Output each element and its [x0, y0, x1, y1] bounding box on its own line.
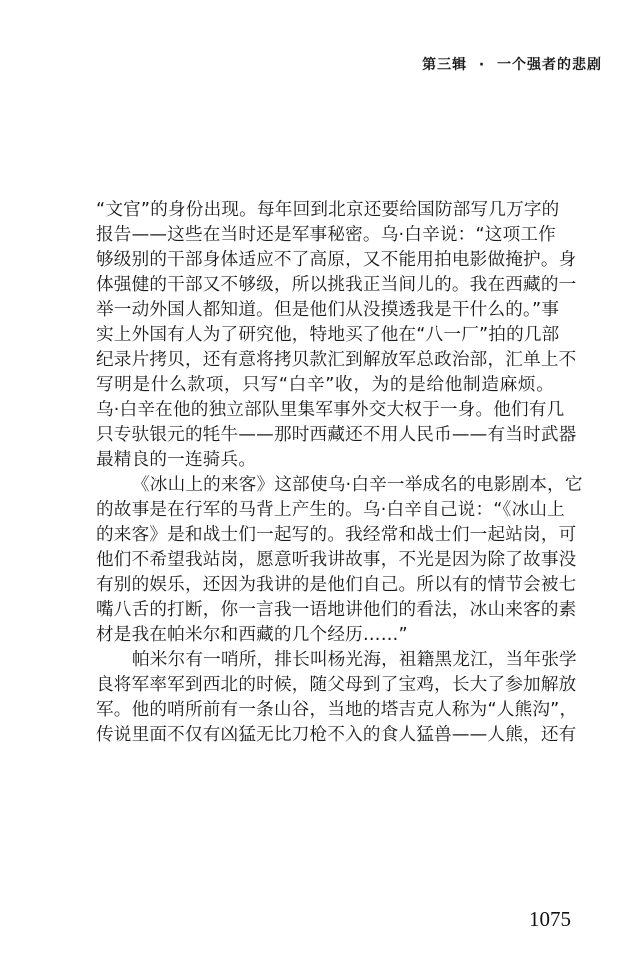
- paragraph-end-line: 材是我在帕米尔和西藏的几个经历……”: [96, 625, 408, 645]
- text-line: 乌·白辛在他的独立部队里集军事外交大权于一身。他们有几: [96, 400, 565, 420]
- text-line: 体强健的干部又不够级，所以挑我正当间儿的。我在西藏的一: [96, 275, 577, 295]
- text-line: 的故事是在行军的马背上产生的。乌·白辛自己说：“《冰山上: [96, 500, 565, 520]
- body-text: [96, 198, 583, 748]
- text-line: 实上外国有人为了研究他，特地买了他在“八一厂”拍的几部: [96, 325, 560, 345]
- text-line: 够级别的干部身体适应不了高原，又不能用拍电影做掩护。身: [96, 250, 577, 270]
- text-line: 军。他的哨所前有一条山谷，当地的塔吉克人称为“人熊沟”，: [96, 700, 578, 720]
- page-number: 1075: [529, 907, 571, 931]
- paragraph-start-line: 《冰山上的来客》这部使乌·白辛一举成名的电影剧本，它: [132, 475, 583, 495]
- text-line: 嘴八舌的打断，你一言我一语地讲他们的看法，冰山来客的素: [96, 600, 577, 620]
- text-line: 只专驮银元的牦牛——那时西藏还不用人民币——有当时武器: [96, 425, 577, 445]
- text-line: 报告——这些在当时还是军事秘密。乌·白辛说：“这项工作: [96, 225, 556, 245]
- running-header: 第三辑 · 一个强者的悲剧: [422, 57, 602, 73]
- text-line: 有别的娱乐，还因为我讲的是他们自己。所以有的情节会被七: [96, 575, 577, 595]
- text-line: 他们不希望我站岗，愿意听我讲故事，不光是因为除了故事没: [96, 550, 577, 570]
- text-line: 传说里面不仅有凶猛无比刀枪不入的食人猛兽——人熊，还有: [96, 725, 577, 745]
- text-line: 纪录片拷贝，还有意将拷贝款汇到解放军总政治部，汇单上不: [96, 350, 577, 370]
- text-line: 良将军率军到西北的时候，随父母到了宝鸡，长大了参加解放: [96, 675, 577, 695]
- text-line: 写明是什么款项，只写“白辛”收，为的是给他制造麻烦。: [96, 375, 554, 395]
- text-line: 举一动外国人都知道。但是他们从没摸透我是干什么的。”事: [96, 300, 560, 320]
- text-line: 的来客》是和战士们一起写的。我经常和战士们一起站岗，可: [96, 525, 577, 545]
- paragraph-start-line: 帕米尔有一哨所，排长叫杨光海，祖籍黑龙江，当年张学: [132, 650, 577, 670]
- text-line: “文官”的身份出现。每年回到北京还要给国防部写几万字的: [96, 200, 560, 220]
- paragraph-end-line: 最精良的一连骑兵。: [96, 450, 257, 470]
